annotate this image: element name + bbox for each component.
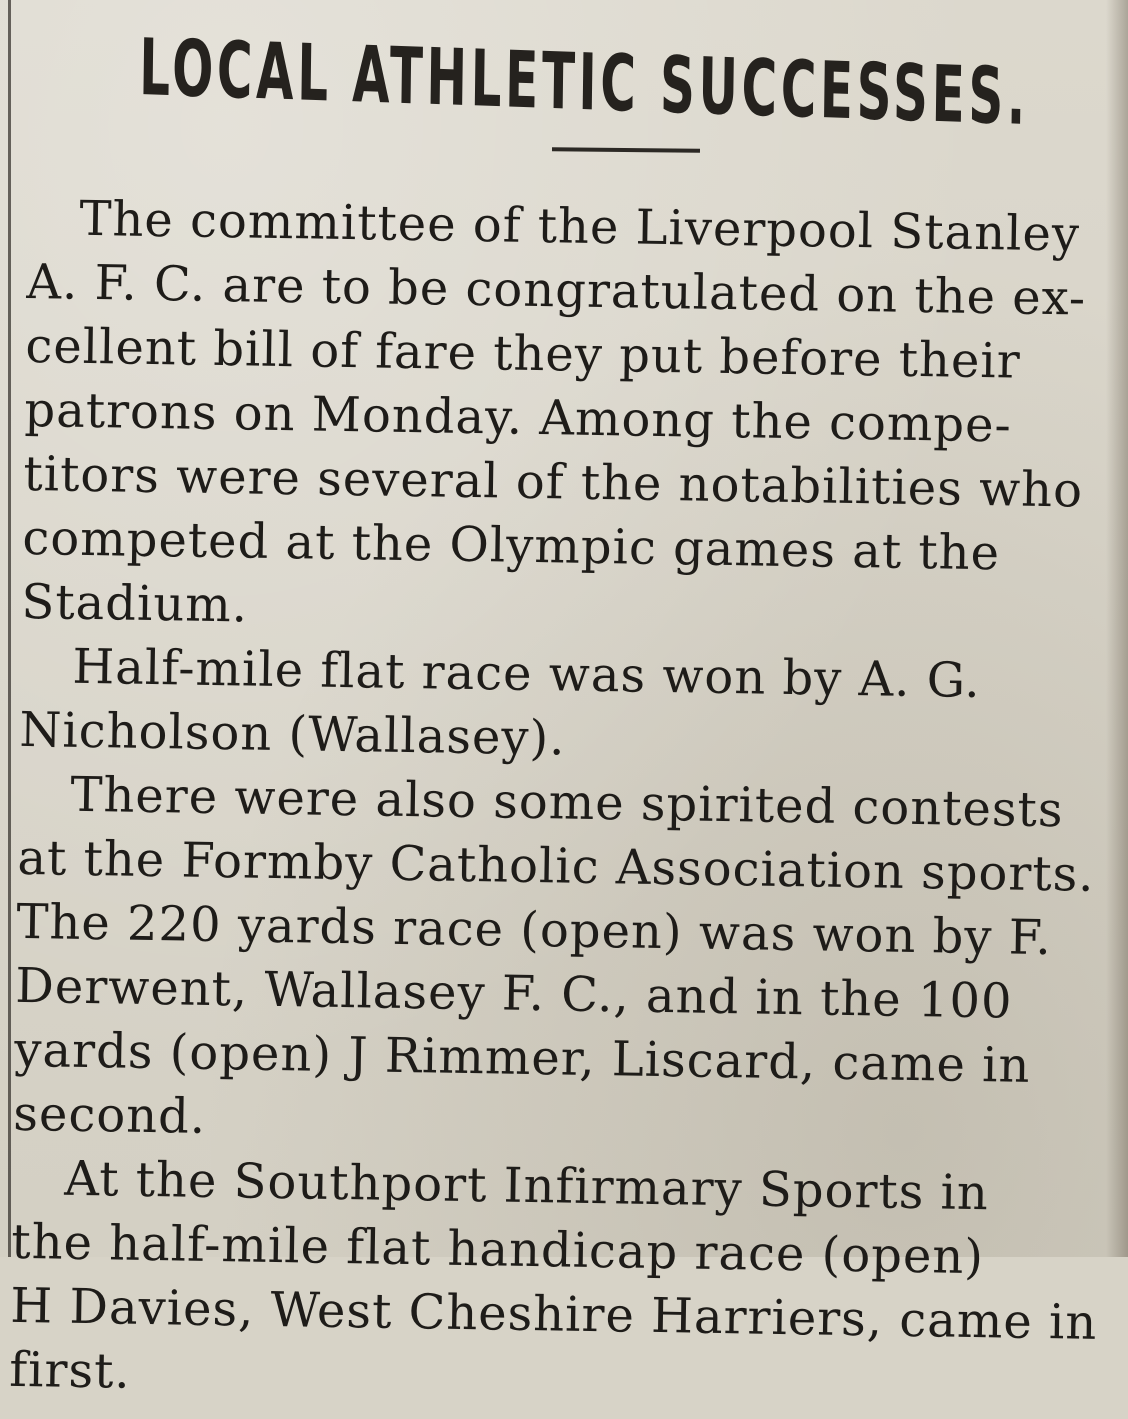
column-rule (8, 0, 11, 1257)
article-line: At the Southport Infirmary Sports in (63, 1150, 990, 1222)
article-line: The 220 yards race (open) was won by F. (15, 893, 1053, 967)
article-line: first. (8, 1341, 132, 1400)
headline: LOCAL ATHLETIC SUCCESSES. (138, 22, 1030, 144)
article-line: Stadium. (21, 573, 249, 634)
article-line: patrons on Monday. Among the compe- (24, 381, 1013, 454)
article-line: There were also some spirited contests (70, 766, 1064, 839)
article-line: H Davies, West Cheshire Harriers, came in (9, 1277, 1098, 1351)
article-line: A. F. C. are to be congratulated on the ex- (26, 253, 1087, 327)
article-line: second. (12, 1085, 207, 1145)
article-line: Nicholson (Wallasey). (19, 701, 566, 767)
article-line: at the Formby Catholic Association sports. (17, 829, 1095, 903)
article-line: competed at the Olympic games at the (22, 509, 1001, 582)
article-line: Half-mile flat race was won by A. G. (72, 638, 982, 710)
article-body (9, 186, 1118, 1419)
article-line: Derwent, Wallasey F. C., and in the 100 (14, 957, 1013, 1030)
headline-divider (552, 147, 700, 153)
article-line: yards (open) J Rimmer, Liscard, came in (13, 1021, 1031, 1094)
article-line: The committee of the Liverpool Stanley (79, 190, 1081, 263)
article-line: cellent bill of fare they put before their (25, 317, 1022, 390)
article-line: titors were several of the notabilities who (23, 445, 1084, 519)
article-line: the half-mile flat handicap race (open) (10, 1213, 985, 1286)
